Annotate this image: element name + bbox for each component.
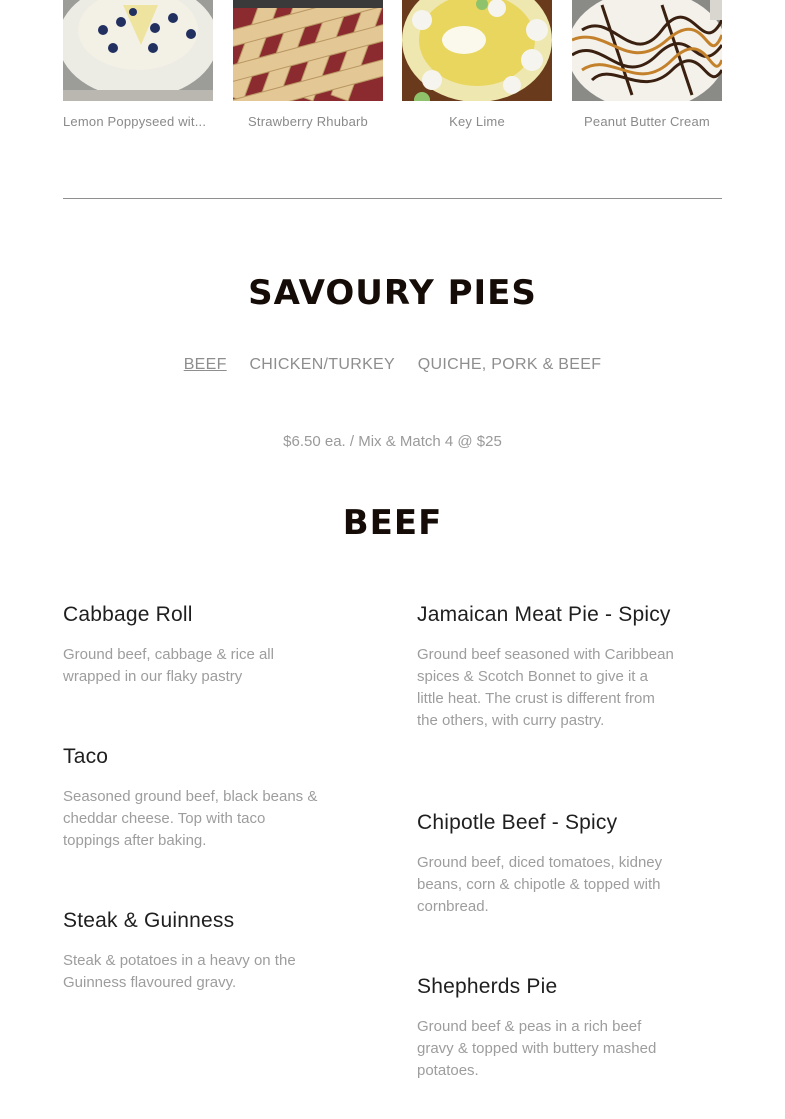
pie-gallery [63,0,722,140]
gallery-caption: Peanut Butter Cream [584,114,710,129]
gallery-caption: Lemon Poppyseed wit... [63,114,207,129]
menu-item [417,810,677,918]
tab-quiche-pork-beef[interactable]: QUICHE, PORK & BEEF [417,356,602,373]
gallery-item[interactable] [572,0,722,129]
gallery-item[interactable] [63,0,213,129]
menu-item [63,908,323,994]
lemon-poppyseed-pie-image[interactable] [63,0,213,101]
gallery-item[interactable] [402,0,552,129]
tab-chicken-turkey[interactable]: CHICKEN/TURKEY [249,356,396,373]
section-title: SAVOURY PIES [248,273,537,313]
menu-item-name: Cabbage Roll [63,603,193,626]
category-tabs [0,356,785,374]
gallery-caption: Strawberry Rhubarb [248,114,368,129]
menu-item-name: Shepherds Pie [417,975,558,998]
menu-item-description: Steak & potatoes in a heavy on the Guinness flavoured gravy. [63,952,296,991]
menu-item-description: Ground beef, diced tomatoes, kidney beans, corn & chipotle & topped with cornbread. [417,854,663,915]
menu-item [417,974,677,1082]
peanut-butter-cream-pie-image[interactable] [572,0,722,101]
section-divider [63,198,722,199]
menu-item-description: Ground beef, cabbage & rice all wrapped in our flaky pastry [63,646,274,685]
tab-beef[interactable]: BEEF [183,356,227,373]
menu-item [417,602,677,732]
menu-item-name: Steak & Guinness [63,909,235,932]
gallery-item[interactable] [233,0,383,129]
menu-item-description: Seasoned ground beef, black beans & cheddar cheese. Top with taco toppings after baking. [63,788,318,849]
strawberry-rhubarb-pie-image[interactable] [233,0,383,101]
menu-item-name: Jamaican Meat Pie - Spicy [417,603,671,626]
menu-item [63,744,323,852]
gallery-caption: Key Lime [449,114,505,129]
menu-item [63,602,323,688]
menu-item-name: Chipotle Beef - Spicy [417,811,618,834]
category-title: BEEF [342,503,443,543]
price-note: $6.50 ea. / Mix & Match 4 @ $25 [283,433,502,450]
key-lime-pie-image[interactable] [402,0,552,101]
menu-item-description: Ground beef & peas in a rich beef gravy & topped with buttery mashed potatoes. [417,1018,657,1079]
menu-item-name: Taco [63,745,109,768]
menu-item-description: Ground beef seasoned with Caribbean spices & Scotch Bonnet to give it a little heat. The crust is different from the others, with curry pastry. [417,646,674,729]
